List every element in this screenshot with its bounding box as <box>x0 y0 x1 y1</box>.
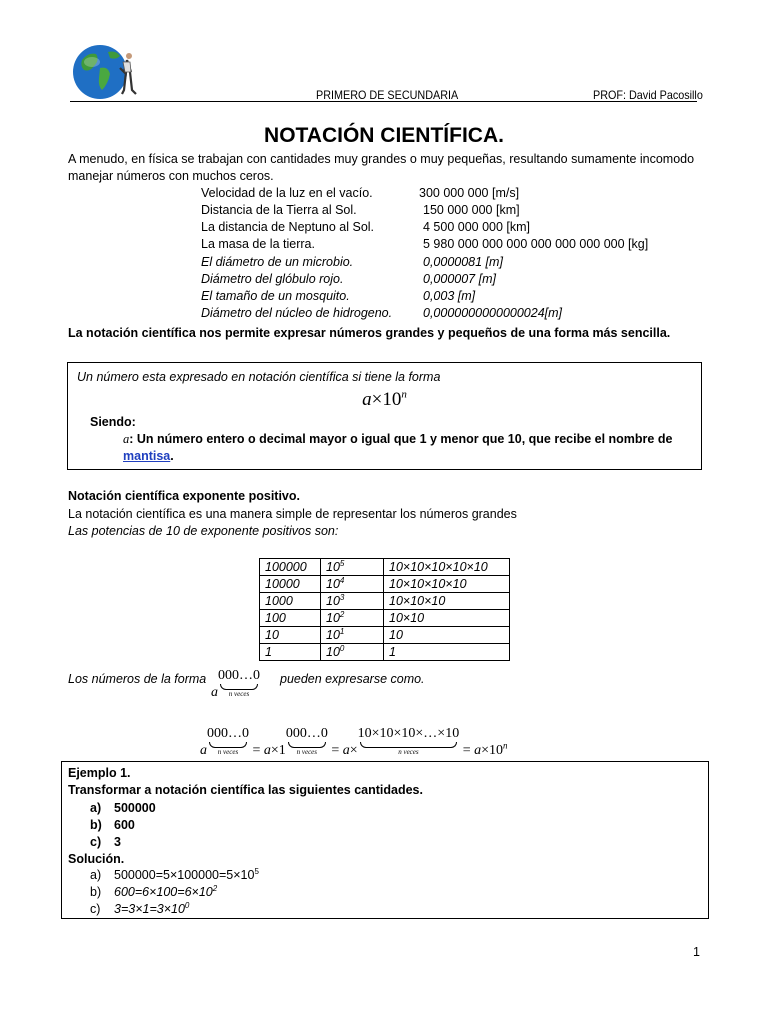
n-veces-caption: n veces <box>228 690 250 698</box>
quantity-label: El tamaño de un mosquito. <box>201 289 350 303</box>
quantity-value: 4 500 000 000 [km] <box>423 220 531 234</box>
summary-text: La notación científica nos permite expresar números grandes y pequeños de una forma más sencilla. <box>68 326 671 340</box>
quantity-value: 0,000007 [m] <box>423 272 496 286</box>
example-item-mark: c) <box>90 835 102 849</box>
course-label: PRIMERO DE SECUNDARIA <box>316 88 459 102</box>
table-row <box>260 576 510 593</box>
solution-label: Solución. <box>68 852 125 866</box>
quantity-label: Distancia de la Tierra al Sol. <box>201 203 357 217</box>
example-item-mark: b) <box>90 818 102 832</box>
power-exponent: $10^3$ <box>321 593 384 610</box>
quantity-label: Diámetro del núcleo de hidrogeno. <box>201 306 393 320</box>
mantisa-link[interactable]: mantisa <box>123 449 171 463</box>
positive-heading: Notación científica exponente positivo. <box>68 489 300 503</box>
globe-icon <box>70 42 142 102</box>
table-row <box>260 644 510 661</box>
example-task: Transformar a notación científica las siguientes cantidades. <box>68 783 423 797</box>
quantity-label: La masa de la tierra. <box>201 237 315 251</box>
table-row <box>260 593 510 610</box>
globe-logo <box>70 42 142 102</box>
power-number: 10000 <box>260 576 321 593</box>
quantity-value: 0,0000000000000024[m] <box>423 306 563 320</box>
quantity-value: 0,0000081 [m] <box>423 255 503 269</box>
solution-text: $500000=5\times 100000=5\times 10^5$ <box>114 866 259 882</box>
power-number: 100 <box>260 610 321 627</box>
power-number: 100000 <box>260 559 321 576</box>
table-row <box>260 610 510 627</box>
power-exponent: $10^5$ <box>321 559 384 576</box>
scientific-form-formula: $a\times 10^n$ <box>362 388 407 410</box>
example-heading: Ejemplo 1. <box>68 766 131 780</box>
form-sentence-after: pueden expresarse como. <box>280 672 425 686</box>
quantity-label: Velocidad de la luz en el vacío. <box>201 186 373 200</box>
solution-text: $600=6\times 100=6\times 10^2$ <box>114 883 218 899</box>
quantity-label: El diámetro de un microbio. <box>201 255 354 269</box>
example-item-value: 3 <box>114 835 121 849</box>
quantity-value: 0,003 [m] <box>423 289 476 303</box>
teacher-label: PROF: David Pacosillo <box>593 88 703 102</box>
form-sentence-before: Los números de la forma <box>68 672 207 686</box>
powers-table <box>259 558 510 661</box>
solution-text: $3=3\times 1=3\times 10^0$ <box>114 900 190 916</box>
quantity-value: 5 980 000 000 000 000 000 000 000 [kg] <box>423 237 649 251</box>
solution-mark: b) <box>90 885 102 899</box>
example-box <box>61 761 709 919</box>
mantisa-line-2 <box>123 448 174 465</box>
solution-mark: a) <box>90 868 102 882</box>
quantity-value: 150 000 000 [km] <box>423 203 520 217</box>
page-title: NOTACIÓN CIENTÍFICA. <box>264 124 504 147</box>
form-expression: a000…0 n veces <box>211 668 260 700</box>
quantity-value: 300 000 000 [m/s] <box>419 186 520 200</box>
power-number: 10 <box>260 627 321 644</box>
positive-line-2: Las potencias de 10 de exponente positivos son: <box>68 524 339 538</box>
derivation-formula: a000…0 n veces = a×1000…0 n veces = a×10×10×10×…×10 n veces = $a\times 10^n$ <box>200 726 508 758</box>
mantisa-desc-text: : Un número entero o decimal mayor o igual que 1 y menor que 10, que recibe el nombre de <box>129 432 673 446</box>
solution-mark: c) <box>90 902 101 916</box>
power-number: 1 <box>260 644 321 661</box>
power-expansion: 10×10 <box>384 610 510 627</box>
intro-line-2: manejar números con muchos ceros. <box>68 169 274 183</box>
power-expansion: 1 <box>384 644 510 661</box>
quantity-label: Diámetro del glóbulo rojo. <box>201 272 344 286</box>
definition-box <box>67 362 702 470</box>
a-symbol: a <box>123 432 130 446</box>
example-item-value: 600 <box>114 818 135 832</box>
mantisa-period: . <box>170 449 174 463</box>
quantity-label: La distancia de Neptuno al Sol. <box>201 220 375 234</box>
definition-lead: Un número esta expresado en notación científica si tiene la forma <box>77 370 441 384</box>
table-row <box>260 627 510 644</box>
example-item-value: 500000 <box>114 801 156 815</box>
power-expansion: 10×10×10×10×10 <box>384 559 510 576</box>
page-number: 1 <box>693 945 700 959</box>
intro-line-1: A menudo, en física se trabajan con cantidades muy grandes o muy pequeñas, resultando sumamente incomodo <box>68 152 695 166</box>
power-exponent: $10^1$ <box>321 627 384 644</box>
mantisa-description <box>123 431 672 448</box>
siendo-label: Siendo: <box>90 415 136 429</box>
power-expansion: 10×10×10×10 <box>384 576 510 593</box>
positive-line-1: La notación científica es una manera simple de representar los números grandes <box>68 507 517 521</box>
power-exponent: $10^0$ <box>321 644 384 661</box>
power-number: 1000 <box>260 593 321 610</box>
power-expansion: 10 <box>384 627 510 644</box>
example-item-mark: a) <box>90 801 102 815</box>
table-row <box>260 559 510 576</box>
power-expansion: 10×10×10 <box>384 593 510 610</box>
power-exponent: $10^4$ <box>321 576 384 593</box>
power-exponent: $10^2$ <box>321 610 384 627</box>
